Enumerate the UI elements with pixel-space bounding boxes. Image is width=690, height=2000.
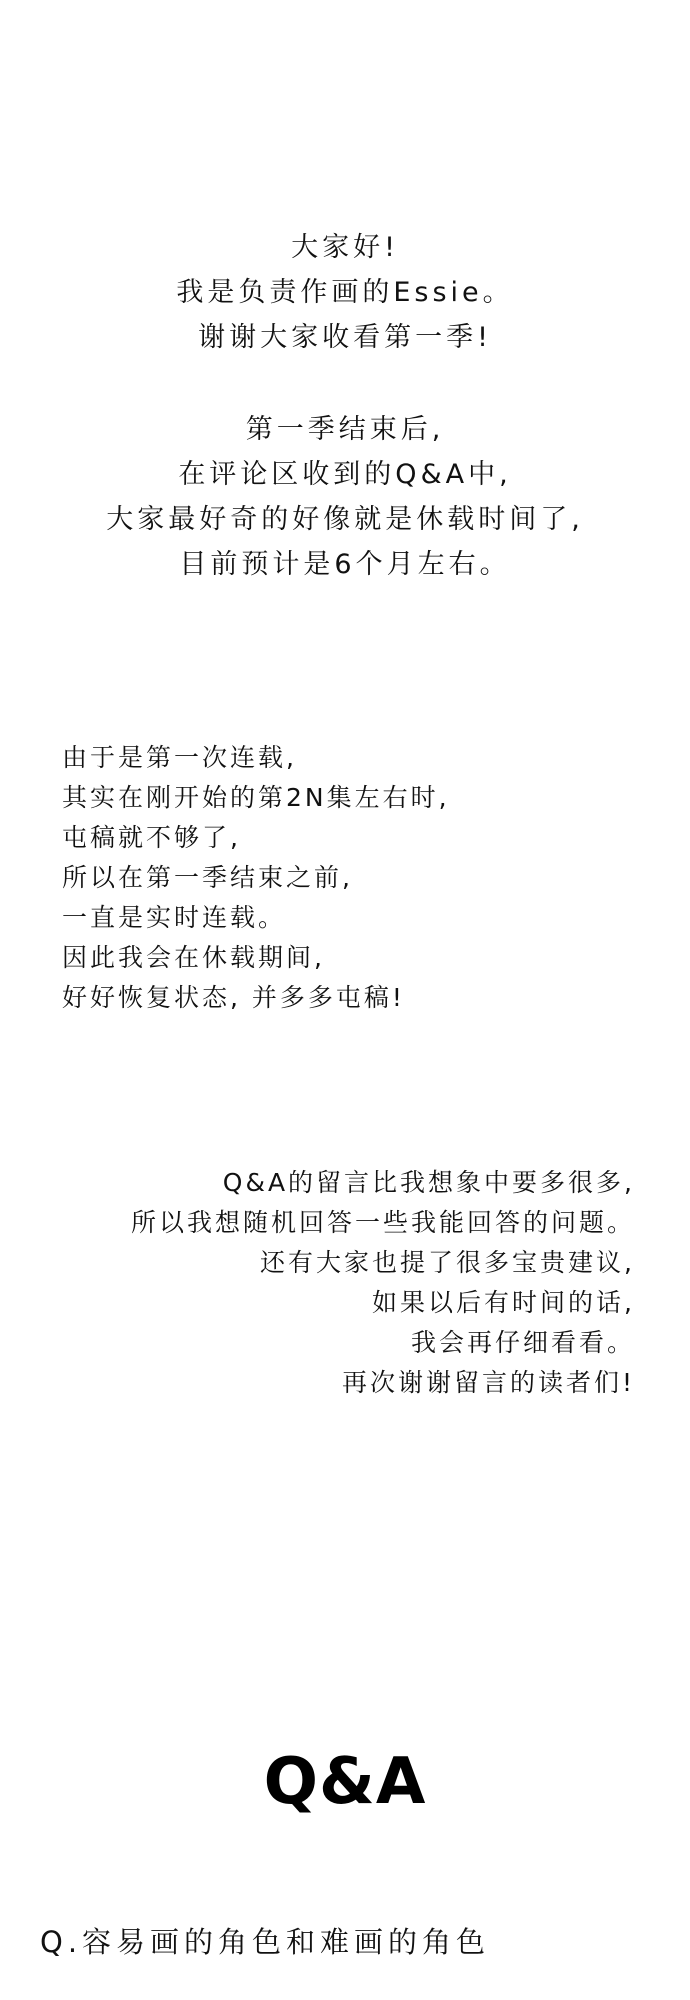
note-line: 由于是第一次连载, [62, 743, 297, 772]
thanks-note [0, 1163, 690, 1403]
note-line: 所以在第一季结束之前, [62, 863, 353, 892]
thanks-line: 如果以后有时间的话, [372, 1288, 635, 1317]
intro-message [0, 225, 690, 587]
intro-line: 大家好! [291, 232, 399, 263]
note-line: 好好恢复状态, 并多多屯稿! [62, 983, 405, 1012]
intro-line: 第一季结束后, [245, 414, 445, 445]
note-line: 其实在刚开始的第2N集左右时, [62, 783, 450, 812]
serialization-note [0, 738, 690, 1018]
thanks-line: 我会再仔细看看。 [410, 1328, 635, 1357]
qa-heading: Q&A [263, 1745, 427, 1819]
intro-line: 我是负责作画的Essie。 [176, 277, 514, 308]
thanks-line: 还有大家也提了很多宝贵建议, [260, 1248, 635, 1277]
intro-line: 谢谢大家收看第一季! [198, 322, 492, 353]
thanks-line: Q&A的留言比我想象中要多很多, [222, 1168, 635, 1197]
thanks-line: 所以我想随机回答一些我能回答的问题。 [130, 1208, 635, 1237]
thanks-line: 再次谢谢留言的读者们! [341, 1368, 635, 1397]
note-line: 屯稿就不够了, [62, 823, 241, 852]
note-line: 因此我会在休载期间, [62, 943, 325, 972]
note-line: 一直是实时连载。 [62, 903, 287, 932]
intro-line: 大家最好奇的好像就是休载时间了, [106, 504, 584, 535]
paragraph-gap [0, 360, 690, 407]
intro-line: 目前预计是6个月左右。 [179, 549, 511, 580]
intro-line: 在评论区收到的Q&A中, [178, 459, 512, 490]
question-line: Q.容易画的角色和难画的角色 [40, 1925, 491, 1959]
